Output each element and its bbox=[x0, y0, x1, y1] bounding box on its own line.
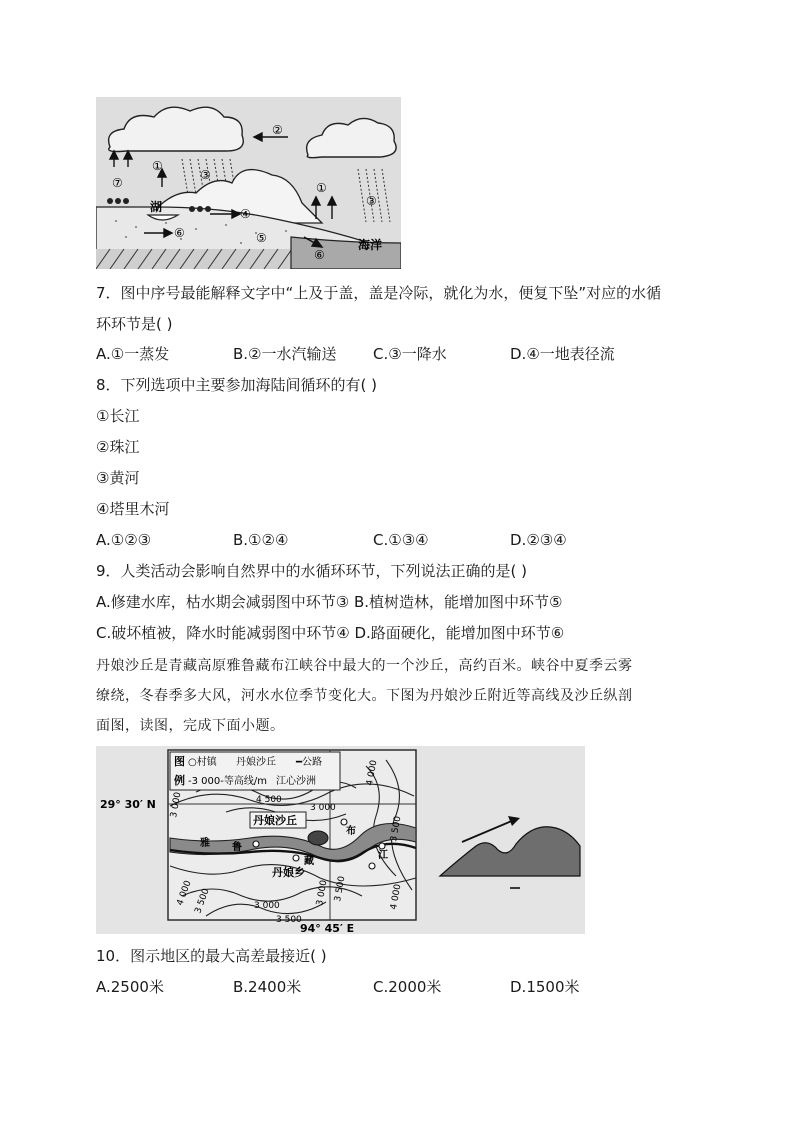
legend-sandbar: 江心沙洲 bbox=[276, 776, 316, 787]
contour-label-4: 3 500 bbox=[389, 815, 404, 843]
q8-stem: 8．下列选项中主要参加海陆间循环的有( ) bbox=[96, 376, 378, 394]
latitude-label: 29° 30′ N bbox=[100, 798, 156, 811]
label-5: ⑤ bbox=[256, 231, 267, 245]
contour-label-6: 4 000 bbox=[175, 879, 194, 908]
legend-title-top: 图 bbox=[174, 755, 185, 768]
legend-title-bottom: 例 bbox=[174, 774, 185, 787]
dune-contour-map bbox=[96, 746, 585, 934]
water-cycle-diagram bbox=[96, 97, 401, 269]
q10-option-c[interactable]: C.2000米 bbox=[373, 978, 442, 996]
q8-item-1: ①长江 bbox=[96, 407, 140, 425]
contour-label-10: 3 000 bbox=[315, 879, 330, 907]
label-1-left: ① bbox=[152, 159, 163, 173]
longitude-label: 94° 45′ E bbox=[300, 922, 355, 934]
legend-road: ━公路 bbox=[296, 757, 323, 768]
q10-stem: 10．图示地区的最大高差最接近( ) bbox=[96, 947, 327, 965]
label-ocean: 海洋 bbox=[358, 238, 383, 252]
contour-label-12: 4 000 bbox=[389, 883, 404, 911]
q9-options-ab[interactable]: A.修建水库，枯水期会减弱图中环节③ B.植树造林，能增加图中环节⑤ bbox=[96, 593, 563, 611]
contour-label-2: 4 500 bbox=[256, 795, 282, 805]
contour-label-8: 3 000 bbox=[254, 901, 280, 911]
q10-option-d[interactable]: D.1500米 bbox=[510, 978, 580, 996]
contour-label-11: 3 500 bbox=[333, 875, 348, 903]
contour-label-5: 3 000 bbox=[310, 803, 336, 813]
river-char-4: 布 bbox=[346, 826, 356, 837]
contour-label-1: 3 000 bbox=[169, 791, 184, 819]
q9-options-cd[interactable]: C.破坏植被，降水时能减弱图中环节④ D.路面硬化，能增加图中环节⑥ bbox=[96, 624, 565, 642]
contour-label-7: 3 500 bbox=[193, 887, 212, 916]
river-char-5: 江 bbox=[378, 850, 388, 861]
label-1-right: ① bbox=[316, 181, 327, 195]
passage-line1: 丹娘沙丘是青藏高原雅鲁藏布江峡谷中最大的一个沙丘，高约百米。峡谷中夏季云雾 bbox=[96, 658, 633, 674]
q7-option-b[interactable]: B.②一水汽输送 bbox=[233, 345, 337, 363]
label-6-right: ⑥ bbox=[314, 248, 325, 262]
label-4: ④ bbox=[240, 207, 251, 221]
q10-option-a[interactable]: A.2500米 bbox=[96, 978, 164, 996]
q7-option-d[interactable]: D.④一地表径流 bbox=[510, 345, 615, 363]
q8-item-3: ③黄河 bbox=[96, 469, 140, 487]
legend-contour: -3 000-等高线/m bbox=[188, 776, 267, 787]
q8-item-2: ②珠江 bbox=[96, 438, 140, 456]
passage-line2: 缭绕，冬春季多大风，河水水位季节变化大。下图为丹娘沙丘附近等高线及沙丘纵剖 bbox=[96, 688, 633, 704]
water-cycle-figure bbox=[96, 97, 401, 269]
label-2: ② bbox=[272, 123, 283, 137]
legend-dune: 丹娘沙丘 bbox=[236, 757, 276, 768]
label-3-right: ③ bbox=[366, 194, 377, 208]
place-dune: 丹娘沙丘 bbox=[253, 814, 297, 827]
q8-option-c[interactable]: C.①③④ bbox=[373, 531, 429, 549]
q9-stem: 9．人类活动会影响自然界中的水循环环节，下列说法正确的是( ) bbox=[96, 562, 528, 580]
river-char-3: 藏 bbox=[304, 856, 314, 867]
q7-option-a[interactable]: A.①一蒸发 bbox=[96, 345, 170, 363]
dune-marker bbox=[308, 831, 328, 845]
q10-option-b[interactable]: B.2400米 bbox=[233, 978, 302, 996]
river-char-1: 雅 bbox=[200, 838, 210, 849]
passage-line3: 面图，读图，完成下面小题。 bbox=[96, 718, 285, 734]
q7-stem-line2: 环环节是( ) bbox=[96, 315, 173, 333]
legend-village: ○村镇 bbox=[188, 757, 217, 768]
q7-option-c[interactable]: C.③一降水 bbox=[373, 345, 447, 363]
label-7: ⑦ bbox=[112, 176, 123, 190]
q8-option-d[interactable]: D.②③④ bbox=[510, 531, 567, 549]
dune-contour-figure bbox=[96, 746, 585, 934]
place-township: 丹娘乡 bbox=[272, 866, 305, 879]
label-6-left: ⑥ bbox=[174, 226, 185, 240]
q7-stem-line1: 7．图中序号最能解释文字中“上及于盖，盖是冷际，就化为水，便复下坠”对应的水循 bbox=[96, 284, 662, 302]
label-lake: 湖 bbox=[150, 200, 163, 214]
contour-label-3: 4 000 bbox=[365, 759, 380, 787]
contour-label-9: 3 500 bbox=[276, 915, 302, 925]
label-3-left: ③ bbox=[200, 168, 211, 182]
q8-item-4: ④塔里木河 bbox=[96, 500, 170, 518]
q8-option-b[interactable]: B.①②④ bbox=[233, 531, 289, 549]
river-char-2: 鲁 bbox=[232, 842, 242, 853]
q8-option-a[interactable]: A.①②③ bbox=[96, 531, 152, 549]
